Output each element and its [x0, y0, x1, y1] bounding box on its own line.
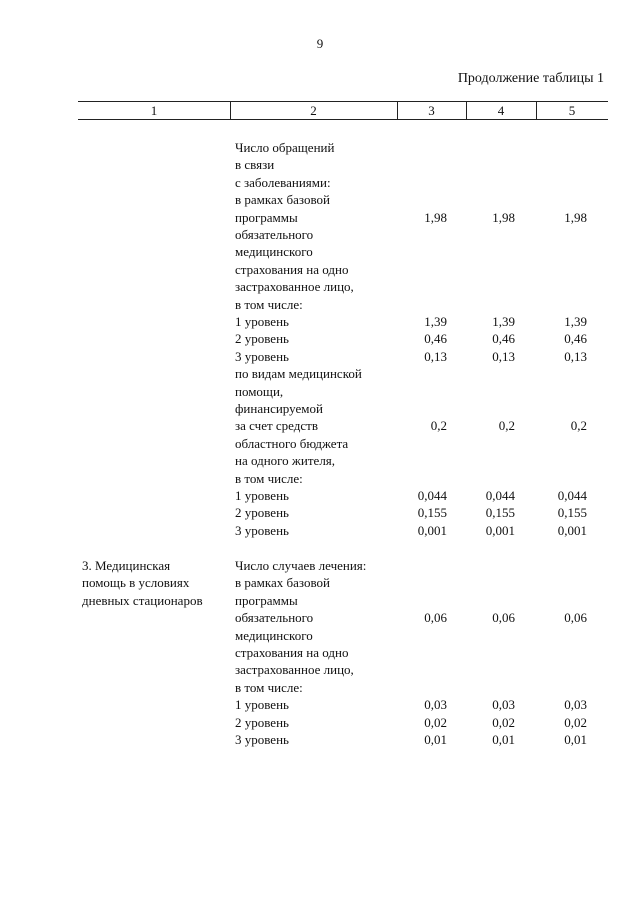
indicator-line: Число случаев лечения:	[235, 558, 367, 573]
indicator-line: по видам медицинской	[235, 366, 362, 382]
indicator-line: обязательного	[235, 227, 314, 242]
indicator-line: программы	[235, 209, 298, 225]
indicator-line: областного бюджета	[235, 435, 349, 451]
indicator-line: за счет средств	[235, 418, 318, 434]
header-col-1: 1	[150, 103, 158, 118]
header-bottom-rule	[78, 119, 608, 120]
indicator-line: в том числе:	[235, 470, 303, 486]
indicator-line: медицинского	[235, 244, 313, 260]
value-cell-col-5: 1,39	[564, 314, 587, 329]
value-cell-col-4: 0,155	[485, 505, 515, 521]
value-cell-col-4: 0,01	[492, 732, 515, 747]
value-cell-col-3: 0,155	[417, 505, 447, 521]
indicator-line: 1 уровень	[235, 697, 289, 713]
value-cell-col-5: 0,13	[564, 348, 587, 364]
table-continuation-label: Продолжение таблицы 1	[457, 71, 604, 86]
section-title-line: помощь в условиях	[82, 575, 190, 591]
value-cell-col-5: 0,03	[564, 697, 587, 713]
value-cell-col-5: 1,98	[564, 209, 587, 225]
indicator-line: обязательного	[235, 610, 314, 626]
value-cell-col-4: 0,46	[492, 331, 515, 347]
section-title-line: 3. Медицинская	[82, 558, 171, 573]
indicator-line: 1 уровень	[235, 314, 289, 329]
indicator-line: Число обращений	[235, 140, 335, 155]
value-cell-col-3: 1,98	[424, 209, 447, 225]
indicator-line: 3 уровень	[235, 732, 289, 747]
value-cell-col-4: 0,02	[492, 714, 515, 730]
indicator-line: страхования на одно	[235, 645, 349, 660]
value-cell-col-3: 1,39	[424, 314, 447, 329]
page-number: 9	[316, 36, 324, 51]
value-cell-col-5: 0,001	[557, 522, 587, 538]
value-cell-col-4: 0,06	[492, 610, 515, 626]
value-cell-col-5: 0,01	[564, 732, 587, 747]
value-cell-col-4: 1,98	[492, 209, 515, 225]
value-cell-col-5: 0,044	[557, 488, 587, 503]
header-col-5: 5	[568, 103, 576, 118]
indicator-line: 3 уровень	[235, 522, 289, 538]
header-col-3: 3	[428, 103, 435, 118]
value-cell-col-4: 0,001	[485, 522, 515, 538]
value-cell-col-5: 0,06	[564, 610, 587, 626]
value-cell-col-3: 0,46	[424, 331, 447, 347]
indicator-line: на одного жителя,	[235, 453, 336, 469]
header-col-2: 2	[310, 103, 317, 118]
indicator-line: 3 уровень	[235, 348, 289, 364]
indicator-line: в том числе:	[235, 296, 303, 312]
indicator-line: с заболеваниями:	[235, 174, 331, 190]
indicator-line: финансируемой	[235, 401, 323, 416]
indicator-line: 2 уровень	[235, 714, 289, 730]
value-cell-col-3: 0,13	[424, 348, 447, 364]
value-cell-col-3: 0,01	[424, 732, 447, 747]
value-cell-col-4: 1,39	[492, 314, 515, 329]
indicator-line: в рамках базовой	[235, 192, 330, 208]
value-cell-col-3: 0,02	[424, 714, 447, 730]
value-cell-col-5: 0,2	[570, 418, 587, 434]
indicator-line: застрахованное лицо,	[235, 662, 354, 678]
section-title-line: дневных стационаров	[82, 592, 203, 608]
value-cell-col-3: 0,044	[417, 488, 447, 503]
value-cell-col-3: 0,06	[424, 610, 447, 626]
indicator-line: 2 уровень	[235, 331, 289, 347]
value-cell-col-3: 0,001	[417, 522, 447, 538]
indicator-line: медицинского	[235, 627, 313, 643]
indicator-line: программы	[235, 592, 298, 608]
indicator-line: страхования на одно	[235, 261, 349, 277]
value-cell-col-4: 0,03	[492, 697, 515, 713]
indicator-line: в рамках базовой	[235, 575, 330, 591]
value-cell-col-4: 0,044	[485, 488, 515, 503]
header-col-4: 4	[497, 103, 505, 118]
indicator-line: в том числе:	[235, 679, 303, 695]
value-cell-col-3: 0,03	[424, 697, 447, 713]
indicator-line: 1 уровень	[235, 488, 289, 503]
indicator-line: 2 уровень	[235, 505, 289, 521]
indicator-line: помощи,	[235, 383, 284, 399]
header-top-rule	[78, 101, 608, 102]
value-cell-col-5: 0,02	[564, 714, 587, 730]
indicator-line: застрахованное лицо,	[235, 279, 354, 295]
value-cell-col-4: 0,13	[492, 348, 515, 364]
value-cell-col-5: 0,46	[564, 331, 587, 347]
value-cell-col-5: 0,155	[557, 505, 587, 521]
value-cell-col-4: 0,2	[498, 418, 515, 434]
value-cell-col-3: 0,2	[430, 418, 447, 434]
indicator-line: в связи	[235, 157, 275, 173]
